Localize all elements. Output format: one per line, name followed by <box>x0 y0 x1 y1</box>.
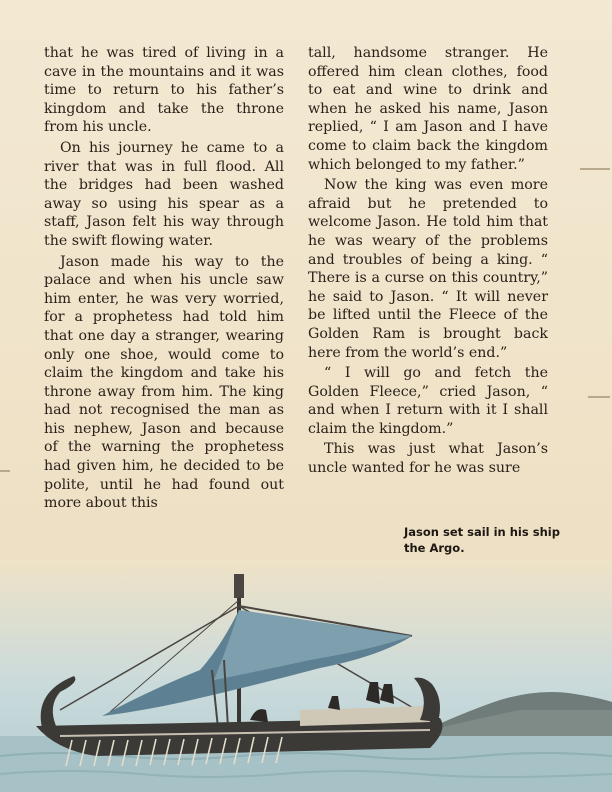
story-paragraph: On his journey he came to a river that was in full flood. All the bridges had been washed away so using his spear as a staff, Jason felt his way through the swift flowing water. <box>44 139 284 249</box>
story-column-left <box>44 44 284 513</box>
story-paragraph: Jason made his way to the palace and when his uncle saw him enter, he was very worried, for a prophetess had told him that one day a stranger, wearing only one shoe, would come to claim the kingdom and take his throne away from him. The king had not recognised the man as his nephew, Jason and because of the warning the prophetess had given him, he decided to be polite, until he had found out more about this <box>44 253 284 512</box>
story-paragraph: that he was tired of living in a cave in the mountains and it was time to return to his father’s kingdom and take the throne from his uncle. <box>44 45 284 136</box>
argo-ship-illustration <box>0 560 612 792</box>
story-paragraph: This was just what Jason’s uncle wanted for he was sure <box>308 441 548 477</box>
page-edge-mark <box>0 470 10 472</box>
story-paragraph: tall, handsome stranger. He offered him clean clothes, food to eat and wine to drink and when he asked his name, Jason replied, “ I am Jason and I have come to claim back the kingdom which belonged to my father.” <box>308 45 548 173</box>
page-edge-mark <box>580 168 610 170</box>
page-edge-mark <box>588 396 610 398</box>
story-paragraph: Now the king was even more afraid but he pretended to welcome Jason. He told him that he was weary of the problems and troubles of being a king. “ There is a curse on this country,” he said to Jason. “ It will never be lifted until the Fleece of the Golden Ram is brought back here from the world’s end.” <box>308 177 548 361</box>
story-column-right <box>308 44 548 478</box>
mast-top <box>234 574 244 598</box>
illustration-caption: Jason set sail in his ship the Argo. <box>404 525 560 555</box>
story-paragraph: “ I will go and fetch the Golden Fleece,” cried Jason, “ and when I return with it I shall claim the kingdom.” <box>308 365 548 437</box>
